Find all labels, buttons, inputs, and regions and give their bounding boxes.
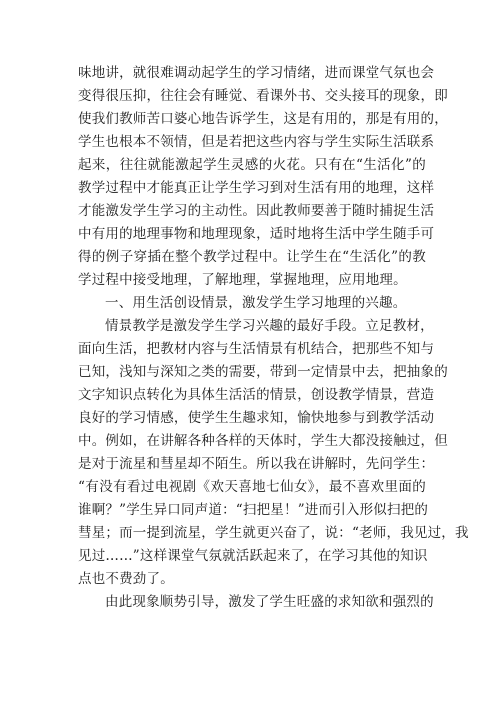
paragraph-start-line: 情景教学是激发学生学习兴趣的最好手段。立足教材， <box>105 318 434 334</box>
text-line: 才能激发学生学习的主动性。因此教师要善于随时捕捉生活 <box>78 203 435 219</box>
document-page <box>78 62 469 702</box>
text-line: 中有用的地理事物和地理现象，适时地将生活中学生随手可 <box>78 226 435 242</box>
text-line: 见过……”这样课堂气氛就活跃起来了，在学习其他的知识 <box>78 548 428 564</box>
text-line: 谁啊？”学生异口同声道：“扫把星！”进而引入形似扫把的 <box>78 502 429 518</box>
text-line: 点也不费劲了。 <box>78 571 174 587</box>
text-line: 中。例如，在讲解各种各样的天体时，学生大都没接触过，但 <box>78 433 448 449</box>
text-line: 学生也根本不领情，但是若把这些内容与学生实际生活联系 <box>78 134 435 150</box>
text-line: 使我们教师苦口婆心地告诉学生，这是有用的，那是有用的， <box>78 111 448 127</box>
text-line: “有没有看过电视剧《欢天喜地七仙女》，最不喜欢里面的 <box>78 479 426 495</box>
text-line: 变得很压抑，往往会有睡觉、看课外书、交头接耳的现象，即 <box>78 88 448 104</box>
text-line: 得的例子穿插在整个教学过程中。让学生在“生活化”的教 <box>78 249 426 265</box>
text-line: 面向生活，把教材内容与生活情景有机结合，把那些不知与 <box>78 341 435 357</box>
paragraph-start-line: 由此现象顺势引导，激发了学生旺盛的求知欲和强烈的 <box>105 594 434 610</box>
text-line: 良好的学习情感，使学生生趣求知，愉快地参与到教学活动 <box>78 410 435 426</box>
text-line: 教学过程中才能真正让学生学习到对生活有用的地理，这样 <box>78 180 435 196</box>
text-line: 已知，浅知与深知之类的需要，带到一定情景中去，把抽象的 <box>78 364 448 380</box>
text-line: 味地讲，就很难调动起学生的学习情绪，进而课堂气氛也会 <box>78 65 435 81</box>
text-line: 是对于流星和彗星却不陌生。所以我在讲解时，先问学生： <box>78 456 435 472</box>
text-line: 彗星；而一提到流星，学生就更兴奋了，说：“老师，我见过，我 <box>78 525 469 541</box>
text-line: 文字知识点转化为具体生活活的情景，创设教学情景，营造 <box>78 387 435 403</box>
section-heading: 一、用生活创设情景，激发学生学习地理的兴趣。 <box>105 295 407 311</box>
text-line: 起来，往往就能激起学生灵感的火花。只有在“生活化”的 <box>78 157 426 173</box>
text-line: 学过程中接受地理，了解地理，掌握地理，应用地理。 <box>78 272 407 288</box>
